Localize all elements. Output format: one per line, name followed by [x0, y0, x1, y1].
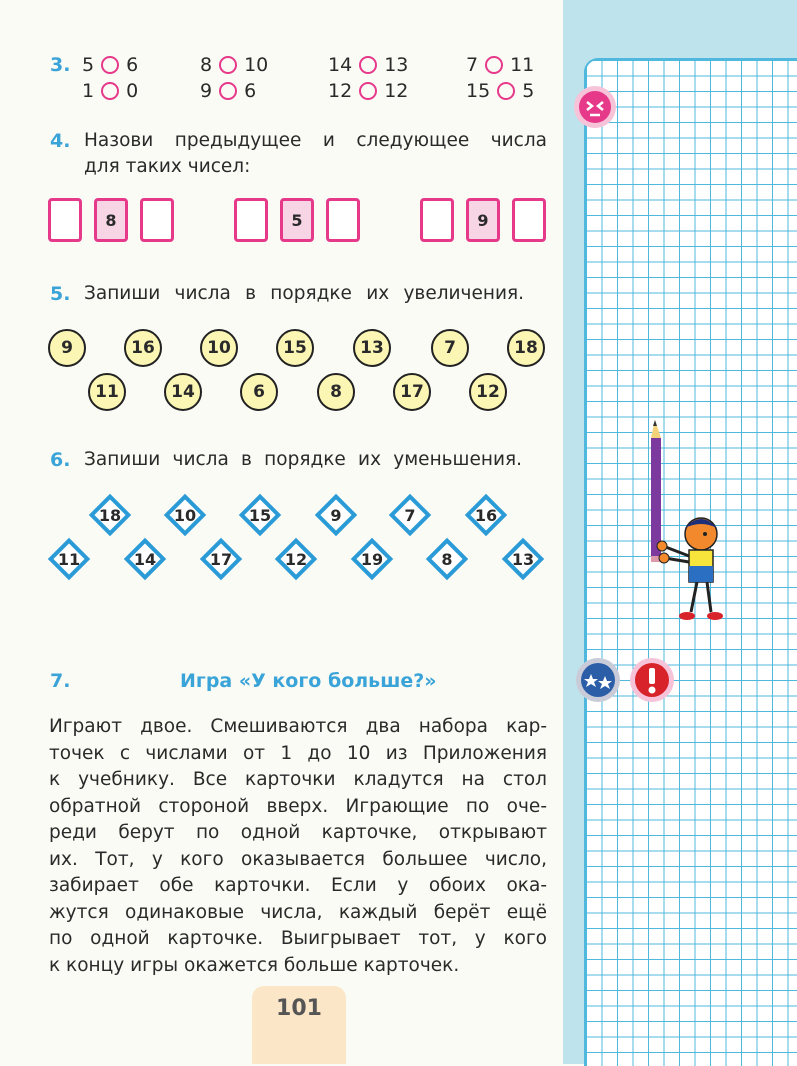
comparison: 8 10	[200, 54, 269, 76]
number-circle: 17	[393, 373, 431, 411]
number-diamond: 9	[315, 494, 357, 536]
comparison-circle[interactable]	[101, 82, 119, 100]
paragraph-line: реди берут по одной карточке, открывают	[49, 822, 547, 843]
comparison: 12 12	[328, 80, 409, 102]
task-6-text: Запиши числа в порядке их уменьшения.	[84, 449, 522, 470]
number-circle: 7	[431, 329, 469, 367]
task-6-number: 6.	[50, 449, 71, 471]
comparison: 14 13	[328, 54, 409, 76]
number-circle: 15	[276, 329, 314, 367]
answer-box[interactable]	[140, 198, 174, 242]
page-number: 101	[276, 996, 322, 1021]
number-diamond: 15	[239, 494, 281, 536]
game-title: Игра «У кого больше?»	[180, 670, 437, 692]
number-diamond: 14	[124, 538, 166, 580]
number-circle: 13	[353, 329, 391, 367]
task-7-number: 7.	[50, 670, 71, 692]
answer-box[interactable]	[420, 198, 454, 242]
comparison: 7 11	[466, 54, 535, 76]
task-3-number: 3.	[50, 54, 71, 76]
number-circle: 10	[200, 329, 238, 367]
comparison-circle[interactable]	[485, 56, 503, 74]
stars-icon	[574, 656, 622, 704]
paragraph-line: Играют двое. Смешиваются два набора кар-	[49, 716, 547, 737]
number-diamond: 16	[465, 494, 507, 536]
number-box: 9	[466, 198, 500, 242]
number-circle: 6	[240, 373, 278, 411]
task-4-text-line2: для таких чисел:	[84, 156, 251, 177]
exclamation-icon	[628, 656, 676, 704]
answer-box[interactable]	[512, 198, 546, 242]
task-4-number: 4.	[50, 130, 71, 152]
number-circle: 18	[507, 329, 545, 367]
number-diamond: 13	[502, 538, 544, 580]
comparison: 1 0	[82, 80, 139, 102]
number-box: 5	[280, 198, 314, 242]
number-circle: 9	[48, 329, 86, 367]
number-diamond: 7	[389, 494, 431, 536]
number-circle: 14	[164, 373, 202, 411]
answer-box[interactable]	[48, 198, 82, 242]
comparison-circle[interactable]	[359, 82, 377, 100]
number-circle: 11	[88, 373, 126, 411]
paragraph-line: по одной карточке. Выигрывает тот, у кого	[49, 928, 547, 949]
number-diamond: 12	[275, 538, 317, 580]
number-box: 8	[94, 198, 128, 242]
comparison: 15 5	[466, 80, 535, 102]
answer-box[interactable]	[326, 198, 360, 242]
comparison: 9 6	[200, 80, 257, 102]
answer-box[interactable]	[234, 198, 268, 242]
number-diamond: 10	[164, 494, 206, 536]
comparison: 5 6	[82, 54, 139, 76]
paragraph-line: к учебнику. Все карточки кладутся на стол	[49, 769, 547, 790]
paragraph-line: точек с числами от 1 до 10 из Приложения	[49, 742, 547, 764]
number-circle: 8	[317, 373, 355, 411]
comparison-circle[interactable]	[101, 56, 119, 74]
speech-faces-icon	[572, 84, 618, 130]
task-4-text-line1: Назови предыдущее и следующее числа	[84, 130, 547, 151]
paragraph-line: жутся одинаковые числа, каждый берёт ещё	[49, 901, 547, 923]
number-circle: 16	[124, 329, 162, 367]
number-circle: 12	[469, 373, 507, 411]
paragraph-line: к концу игры окажется больше карточек.	[49, 954, 460, 976]
paragraph-line: забирает обе карточки. Если у обоих ока-	[49, 875, 547, 896]
paragraph-line: их. Тот, у кого оказывается большее число,	[49, 848, 547, 870]
paragraph-line: обратной стороной вверх. Играющие по оче-	[49, 795, 547, 817]
task-5-number: 5.	[50, 283, 71, 305]
number-diamond: 19	[351, 538, 393, 580]
boy-with-pencil-icon	[645, 416, 725, 626]
number-diamond: 8	[426, 538, 468, 580]
comparison-circle[interactable]	[219, 82, 237, 100]
number-diamond: 18	[89, 494, 131, 536]
task-5-text: Запиши числа в порядке их увеличения.	[84, 283, 524, 304]
game-rules-paragraph	[49, 714, 547, 979]
comparison-circle[interactable]	[219, 56, 237, 74]
number-diamond: 17	[200, 538, 242, 580]
comparison-circle[interactable]	[497, 82, 515, 100]
comparison-circle[interactable]	[359, 56, 377, 74]
number-diamond: 11	[48, 538, 90, 580]
